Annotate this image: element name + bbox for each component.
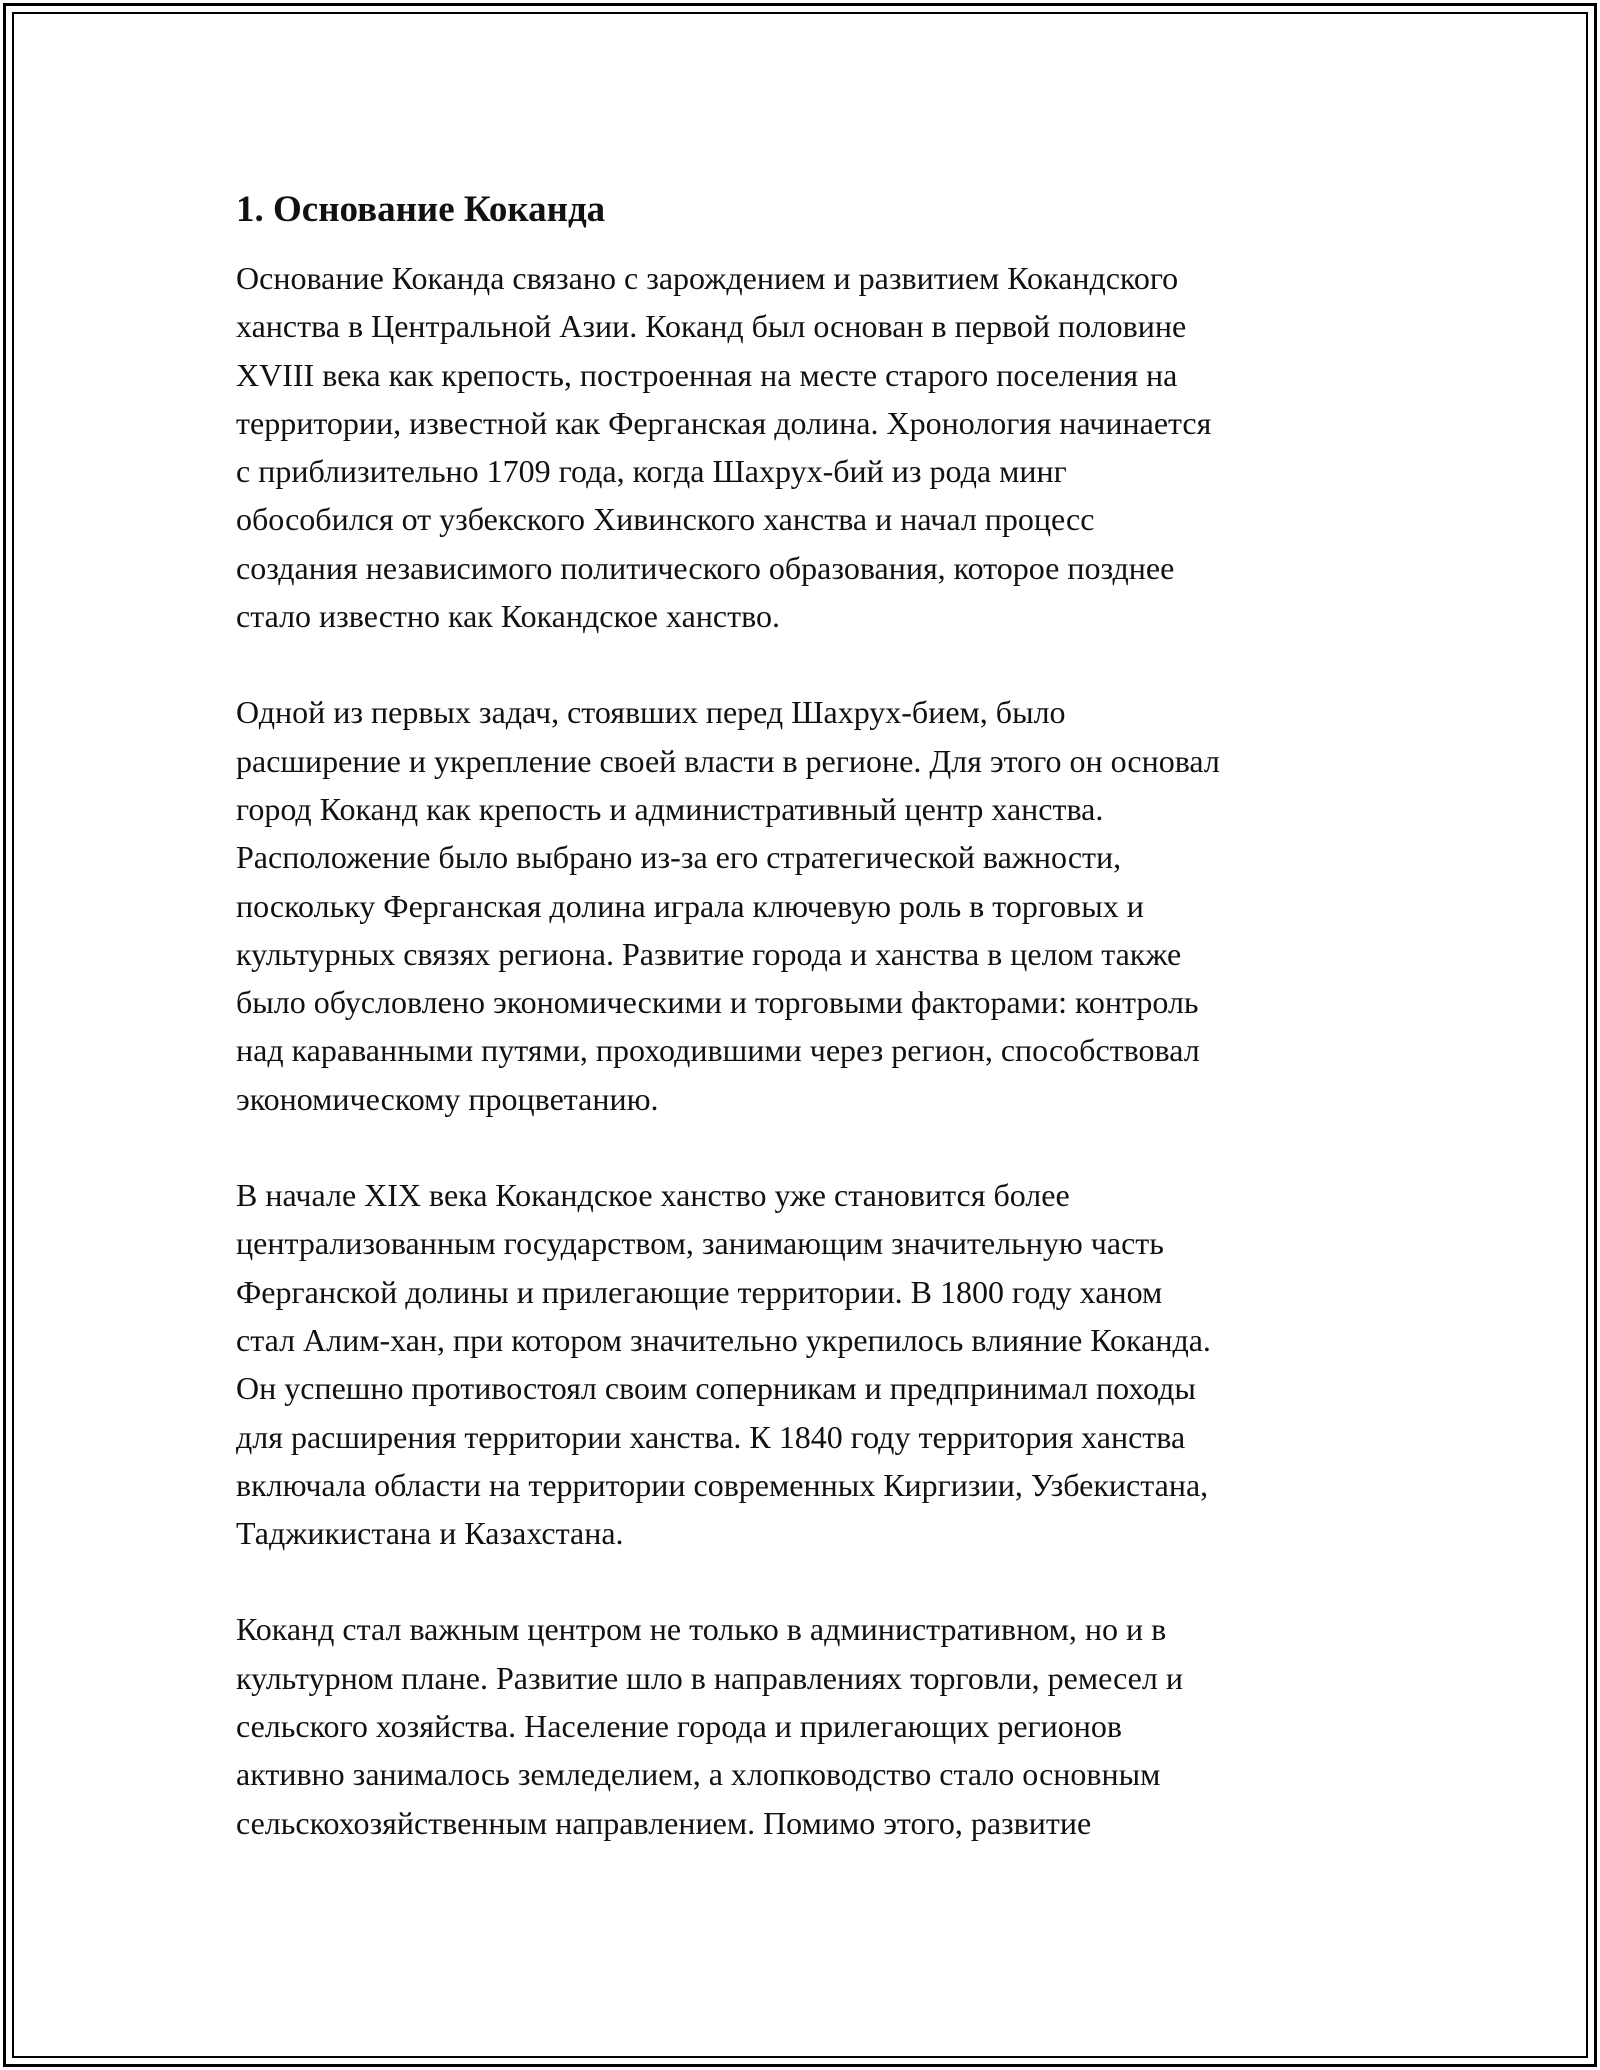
paragraph-1: Основание Коканда связано с зарождением и развитием Кокандского ханства в Центральной Азии. Коканд был основан в первой половине XVIII века как крепость, построенная на месте старого поселения на территории, известной как Ферганская долина. Хронология начинается с приблизительно 1709 года, когда Шахрух-бий из рода минг обособился от узбекского Хивинского ханства и начал процесс создания независимого политического образования, которое позднее стало известно как Кокандское ханство. (236, 260, 1212, 635)
paragraph-4: Коканд стал важным центром не только в административном, но и в культурном плане. Развитие шло в направлениях торговли, ремесел и сельского хозяйства. Население города и прилегающих регионов активно занималось земледелием, а хлопководство стало основным сельскохозяйственным направлением. Помимо этого, развитие (236, 1611, 1183, 1841)
document-body (236, 186, 1386, 1895)
section-heading: 1. Основание Коканда (236, 189, 606, 230)
paragraph-2: Одной из первых задач, стоявших перед Шахрух-бием, было расширение и укрепление своей власти в регионе. Для этого он основал город Коканд как крепость и административный центр ханства. Расположение было выбрано из-за его стратегической важности, поскольку Ферганская долина играла ключевую роль в торговых и культурных связях региона. Развитие города и ханства в целом также было обусловлено экономическими и торговыми факторами: контроль над караванными путями, проходившими через регион, способствовал экономическому процветанию. (236, 694, 1220, 1117)
paragraph-3: В начале XIX века Кокандское ханство уже становится более централизованным государством, занимающим значительную часть Ферганской долины и прилегающие территории. В 1800 году ханом стал Алим-хан, при котором значительно укрепилось влияние Коканда. Он успешно противостоял своим соперникам и предпринимал походы для расширения территории ханства. К 1840 году территория ханства включала области на территории современных Киргизии, Узбекистана, Таджикистана и Казахстана. (236, 1177, 1211, 1552)
